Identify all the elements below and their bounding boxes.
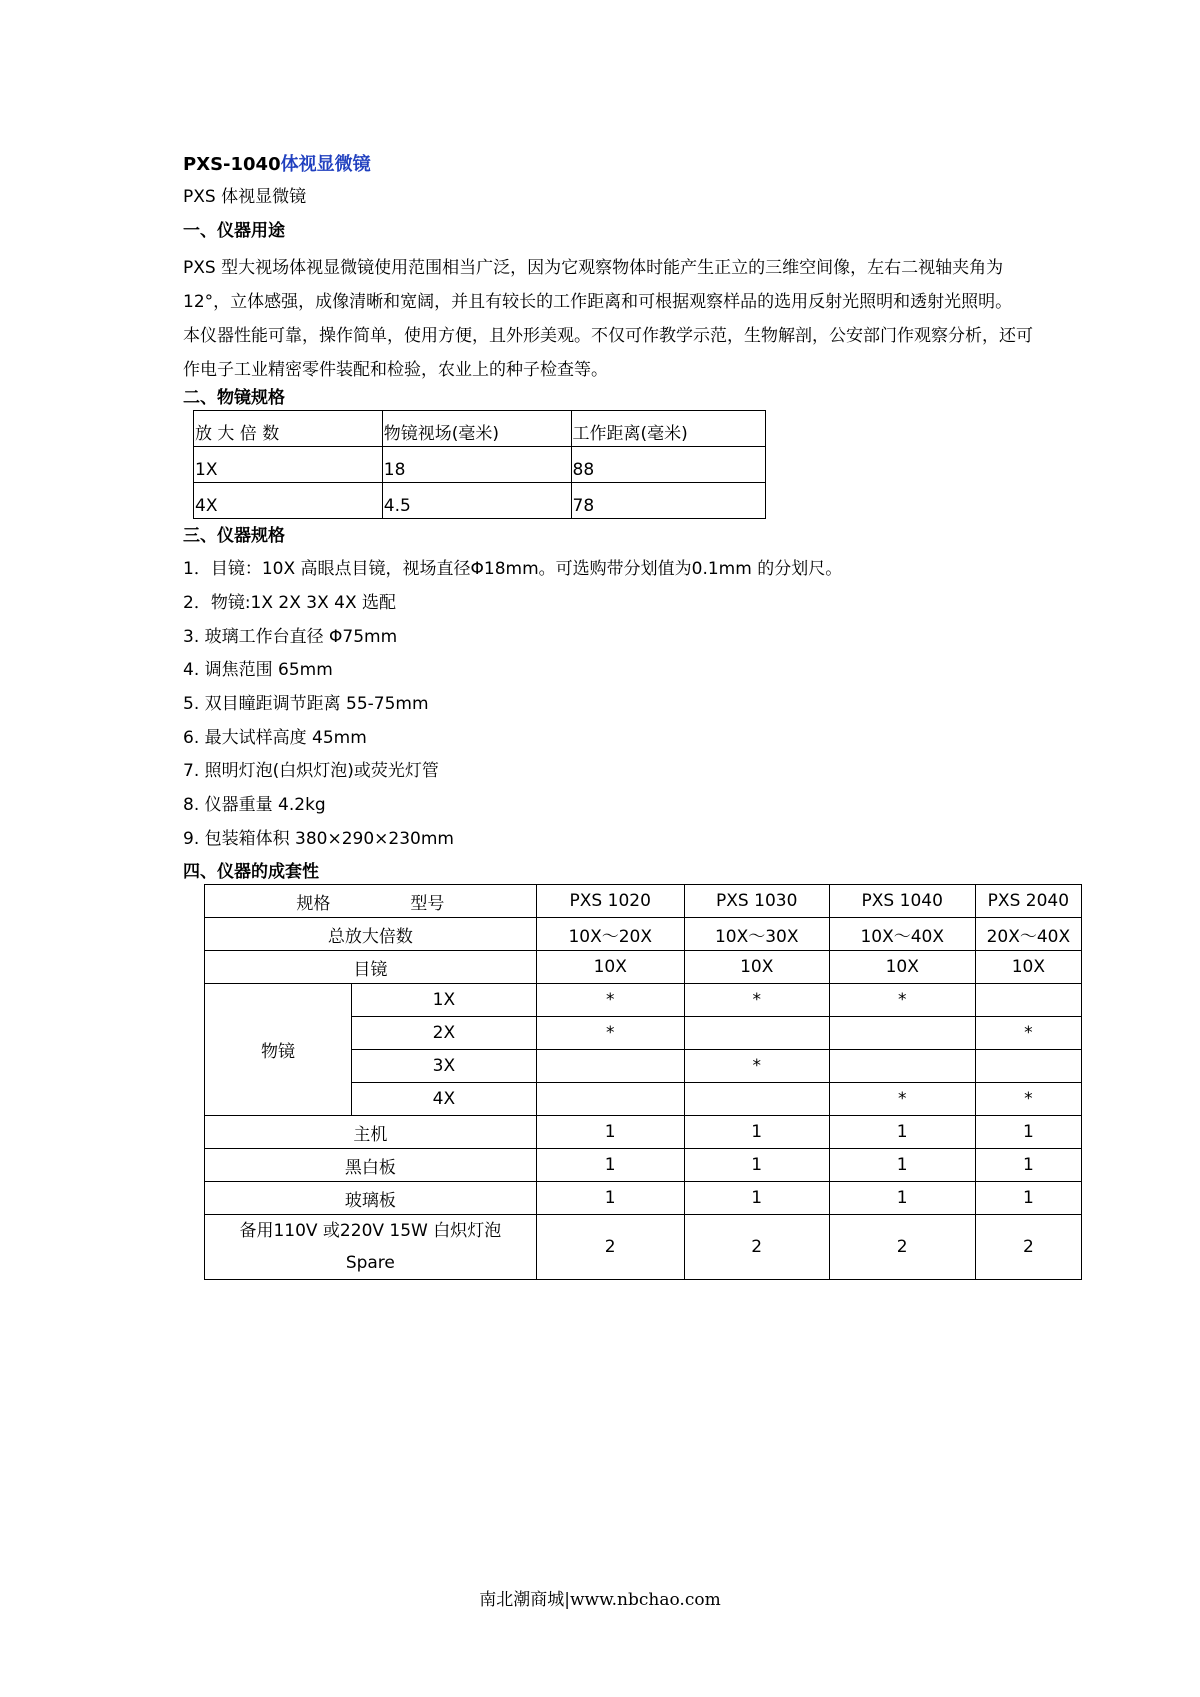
table-cell: 10X <box>975 951 1081 984</box>
table-cell: * <box>829 1083 975 1116</box>
table-cell: 1 <box>829 1149 975 1182</box>
table-cell: 1 <box>975 1149 1081 1182</box>
table-row <box>205 918 1082 951</box>
objective-spec-table <box>193 410 766 519</box>
kit-contents-table <box>204 884 1082 1280</box>
table-cell: 1 <box>975 1182 1081 1215</box>
table-cell: 78 <box>571 483 766 519</box>
table-cell: 1 <box>684 1182 829 1215</box>
spec-label: 规格 <box>296 893 331 914</box>
table-cell: 18 <box>382 447 571 483</box>
row-label: 玻璃板 <box>205 1182 537 1215</box>
title-model: PXS-1040 <box>183 154 281 175</box>
table-cell: 1 <box>829 1116 975 1149</box>
table-row <box>205 1149 1082 1182</box>
table-cell: * <box>975 1083 1081 1116</box>
table-cell <box>684 1017 829 1050</box>
page-title <box>183 150 371 176</box>
table-cell <box>684 1083 829 1116</box>
model-header: PXS 1040 <box>829 885 975 918</box>
table-cell: 10X <box>829 951 975 984</box>
table-cell: 4X <box>194 483 383 519</box>
table-cell: 1 <box>536 1116 684 1149</box>
table-cell <box>975 984 1081 1017</box>
row-label: 黑白板 <box>205 1149 537 1182</box>
table-row <box>205 951 1082 984</box>
spec-model-header <box>205 885 537 918</box>
table-row <box>205 1182 1082 1215</box>
table-row <box>194 447 766 483</box>
table-cell: 1 <box>829 1182 975 1215</box>
objective-mag: 2X <box>352 1017 537 1050</box>
row-label: 总放大倍数 <box>205 918 537 951</box>
table-cell: * <box>536 1017 684 1050</box>
row-label: 物镜 <box>205 984 352 1116</box>
table-header-cell: 物镜视场(毫米) <box>382 411 571 447</box>
row-label: 目镜 <box>205 951 537 984</box>
objective-mag: 3X <box>352 1050 537 1083</box>
table-cell: 4.5 <box>382 483 571 519</box>
table-cell: 1 <box>684 1149 829 1182</box>
row-label: 主机 <box>205 1116 537 1149</box>
table-header-cell: 工作距离(毫米) <box>571 411 766 447</box>
table-cell: 1 <box>536 1149 684 1182</box>
table-cell: * <box>975 1017 1081 1050</box>
row-label <box>205 1215 537 1280</box>
section1-heading: 一、仪器用途 <box>183 221 285 241</box>
table-cell: 10X～20X <box>536 918 684 951</box>
model-header: PXS 1020 <box>536 885 684 918</box>
table-header-row <box>205 885 1082 918</box>
spec-item: 6. 最大试样高度 45mm <box>183 728 367 748</box>
spec-item: 3. 玻璃工作台直径 Φ75mm <box>183 627 398 647</box>
table-cell: * <box>829 984 975 1017</box>
section3-heading: 三、仪器规格 <box>183 526 285 546</box>
table-cell: * <box>684 984 829 1017</box>
table-cell: * <box>536 984 684 1017</box>
table-cell: 10X <box>536 951 684 984</box>
model-header: PXS 1030 <box>684 885 829 918</box>
spare-label-line1: 备用110V 或220V 15W 白炽灯泡 <box>239 1221 502 1241</box>
table-cell: * <box>684 1050 829 1083</box>
spec-item: 4. 调焦范围 65mm <box>183 660 333 680</box>
table-cell <box>829 1017 975 1050</box>
table-row <box>194 483 766 519</box>
spec-item: 1．目镜：10X 高眼点目镜，视场直径Φ18mm。可选购带分划值为0.1mm 的分划尺。 <box>183 559 843 579</box>
table-cell <box>975 1050 1081 1083</box>
table-cell: 1 <box>536 1182 684 1215</box>
section1-text: PXS 型大视场体视显微镜使用范围相当广泛，因为它观察物体时能产生正立的三维空间像，左右二视轴夹角为12°，立体感强，成像清晰和宽阔，并且有较长的工作距离和可根据观察样品的选用反射光照明和透射光照明。 本仪器性能可靠，操作简单，使用方便，且外形美观。不仅可作教学示范，生物解剖，公安部门作观察分析，还可作电子工业精密零件装配和检验，农业上的种子检查等。 <box>183 258 1033 380</box>
table-cell: 20X～40X <box>975 918 1081 951</box>
objective-mag: 1X <box>352 984 537 1017</box>
section2-heading: 二、物镜规格 <box>183 388 285 408</box>
subtitle: PXS 体视显微镜 <box>183 187 307 207</box>
table-row <box>205 1116 1082 1149</box>
table-cell: 1 <box>975 1116 1081 1149</box>
table-cell <box>536 1050 684 1083</box>
table-cell: 2 <box>829 1215 975 1280</box>
table-cell: 2 <box>975 1215 1081 1280</box>
table-cell: 1X <box>194 447 383 483</box>
spec-item: 5. 双目瞳距调节距离 55-75mm <box>183 694 429 714</box>
footer-text: 南北潮商城|www.nbchao.com <box>479 1590 721 1610</box>
objective-mag: 4X <box>352 1083 537 1116</box>
table-cell <box>829 1050 975 1083</box>
table-cell: 2 <box>536 1215 684 1280</box>
spare-label-line2: Spare <box>345 1253 395 1273</box>
table-header-row <box>194 411 766 447</box>
table-cell: 10X <box>684 951 829 984</box>
spec-item: 8. 仪器重量 4.2kg <box>183 795 326 815</box>
section4-heading: 四、仪器的成套性 <box>183 862 319 882</box>
table-cell <box>536 1083 684 1116</box>
table-row <box>205 1215 1082 1280</box>
model-header: PXS 2040 <box>975 885 1081 918</box>
table-cell: 2 <box>684 1215 829 1280</box>
table-cell: 10X～40X <box>829 918 975 951</box>
spec-item: 7. 照明灯泡(白炽灯泡)或荧光灯管 <box>183 761 439 781</box>
model-label: 型号 <box>410 893 445 914</box>
table-cell: 88 <box>571 447 766 483</box>
title-name: 体视显微镜 <box>280 154 371 175</box>
spec-item: 9. 包装箱体积 380×290×230mm <box>183 829 454 849</box>
table-cell: 1 <box>684 1116 829 1149</box>
table-header-cell: 放 大 倍 数 <box>194 411 383 447</box>
spec-item: 2．物镜:1X 2X 3X 4X 选配 <box>183 593 397 613</box>
table-row <box>205 984 1082 1017</box>
table-cell: 10X～30X <box>684 918 829 951</box>
